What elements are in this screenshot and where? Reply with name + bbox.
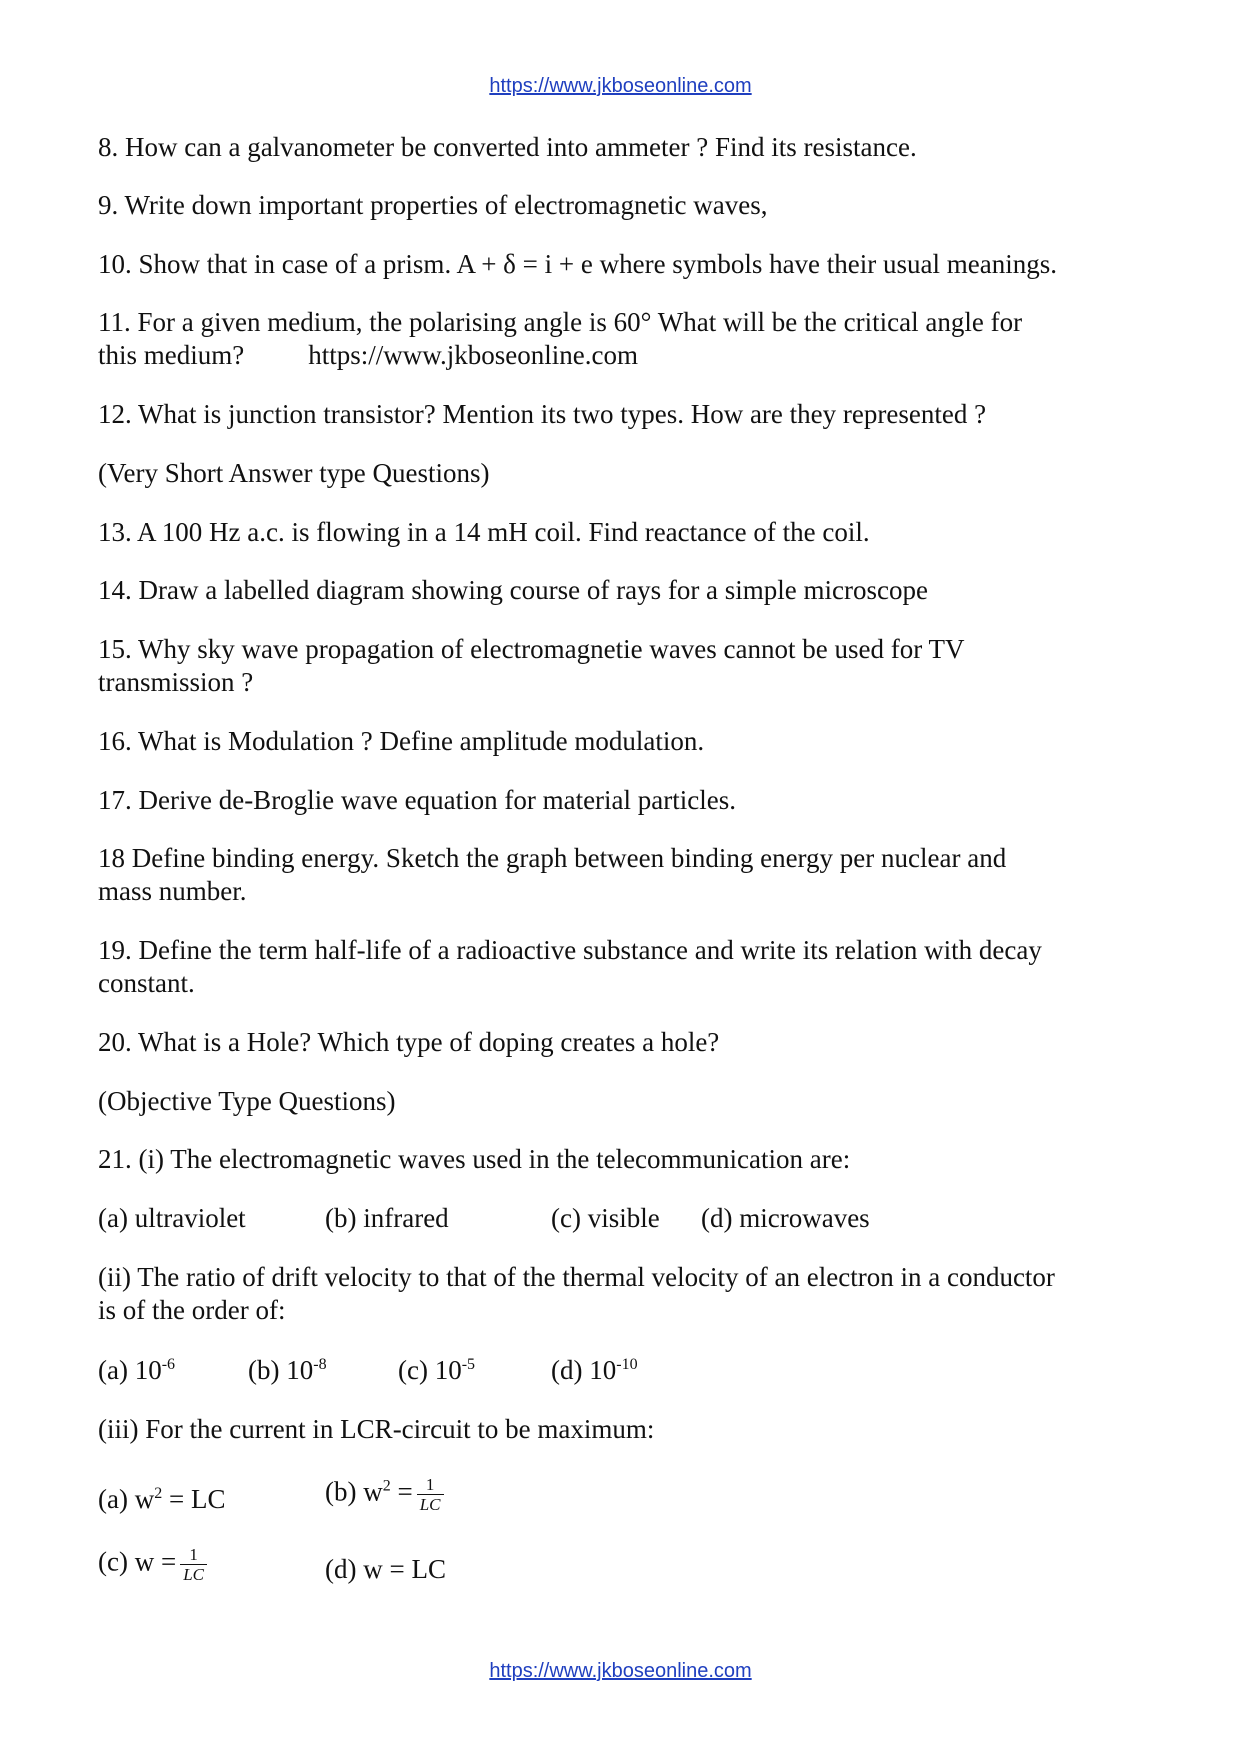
question-18-line-2: mass number. (98, 876, 247, 906)
question-11-line-2 (98, 339, 638, 372)
question-10: 10. Show that in case of a prism. A + δ = i + e where symbols have their usual meanings. (98, 249, 1057, 279)
option-c-pre: (c) w = (98, 1546, 177, 1577)
fraction-one-over-lc (417, 1475, 444, 1514)
fraction-numerator: 1 (189, 1545, 198, 1564)
question-21-iii: (iii) For the current in LCR-circuit to be maximum: (98, 1414, 655, 1444)
question-19-line-2: constant. (98, 968, 195, 998)
option-a-base: (a) 10 (98, 1355, 162, 1385)
option-b-base: (b) 10 (248, 1355, 314, 1385)
question-20: 20. What is a Hole? Which type of doping creates a hole? (98, 1027, 720, 1057)
question-19-line-1: 19. Define the term half-life of a radioactive substance and write its relation with decay (98, 935, 1042, 965)
footer-url-link[interactable]: https://www.jkboseonline.com (489, 1660, 752, 1682)
option-c (98, 1545, 207, 1584)
question-11-line-1: 11. For a given medium, the polarising angle is 60° What will be the critical angle for (98, 307, 1023, 337)
option-b-exponent: -8 (313, 1356, 327, 1373)
fraction-denominator: LC (180, 1564, 207, 1584)
fraction-denominator: LC (417, 1494, 444, 1514)
option-b: (b) infrared (325, 1203, 449, 1233)
option-a-exponent: 2 (154, 1485, 163, 1502)
header-url-link[interactable]: https://www.jkboseonline.com (489, 75, 752, 97)
question-15-line-2: transmission ? (98, 667, 254, 697)
question-21-ii-line-1: (ii) The ratio of drift velocity to that of the thermal velocity of an electron in a conductor (98, 1262, 1055, 1292)
question-12: 12. What is junction transistor? Mention its two types. How are they represented ? (98, 399, 987, 429)
option-a-pre: (a) w (98, 1484, 155, 1514)
question-13: 13. A 100 Hz a.c. is flowing in a 14 mH coil. Find reactance of the coil. (98, 517, 870, 547)
section-heading-objective: (Objective Type Questions) (98, 1086, 396, 1116)
option-c: (c) visible (551, 1203, 660, 1233)
option-d-exponent: -10 (616, 1356, 638, 1373)
question-9: 9. Write down important properties of electromagnetic waves, (98, 190, 768, 220)
option-c (398, 1354, 475, 1387)
fraction-numerator: 1 (425, 1475, 435, 1494)
option-d: (d) w = LC (325, 1554, 446, 1584)
option-a-exponent: -6 (161, 1356, 176, 1373)
option-d (551, 1354, 638, 1387)
option-b (248, 1354, 327, 1387)
question-14: 14. Draw a labelled diagram showing course of rays for a simple microscope (98, 575, 928, 605)
question-21-i: 21. (i) The electromagnetic waves used in the telecommunication are: (98, 1144, 851, 1174)
option-a (98, 1354, 175, 1387)
option-b-pre: (b) w (325, 1476, 383, 1507)
option-d: (d) microwaves (701, 1203, 870, 1233)
question-15-line-1: 15. Why sky wave propagation of electromagnetie waves cannot be used for TV (98, 634, 965, 664)
question-17: 17. Derive de-Broglie wave equation for material particles. (98, 785, 736, 815)
option-c-base: (c) 10 (398, 1355, 462, 1385)
section-heading-very-short: (Very Short Answer type Questions) (98, 458, 490, 488)
inline-url-text: https://www.jkboseonline.com (308, 340, 638, 370)
question-16: 16. What is Modulation ? Define amplitude modulation. (98, 726, 705, 756)
option-b-post: = (390, 1476, 413, 1507)
option-d-base: (d) 10 (551, 1355, 617, 1385)
option-b-exponent: 2 (382, 1477, 391, 1495)
option-b (325, 1475, 444, 1514)
option-a-post: = LC (162, 1484, 226, 1514)
option-a: (a) ultraviolet (98, 1203, 246, 1233)
option-c-exponent: -5 (461, 1356, 476, 1373)
option-a (98, 1483, 225, 1516)
question-21-ii-line-2: is of the order of: (98, 1295, 286, 1325)
fraction-one-over-lc (180, 1545, 207, 1584)
question-18-line-1: 18 Define binding energy. Sketch the graph between binding energy per nuclear and (98, 843, 1007, 873)
question-8: 8. How can a galvanometer be converted into ammeter ? Find its resistance. (98, 132, 917, 162)
question-11-text: this medium? (98, 340, 245, 370)
